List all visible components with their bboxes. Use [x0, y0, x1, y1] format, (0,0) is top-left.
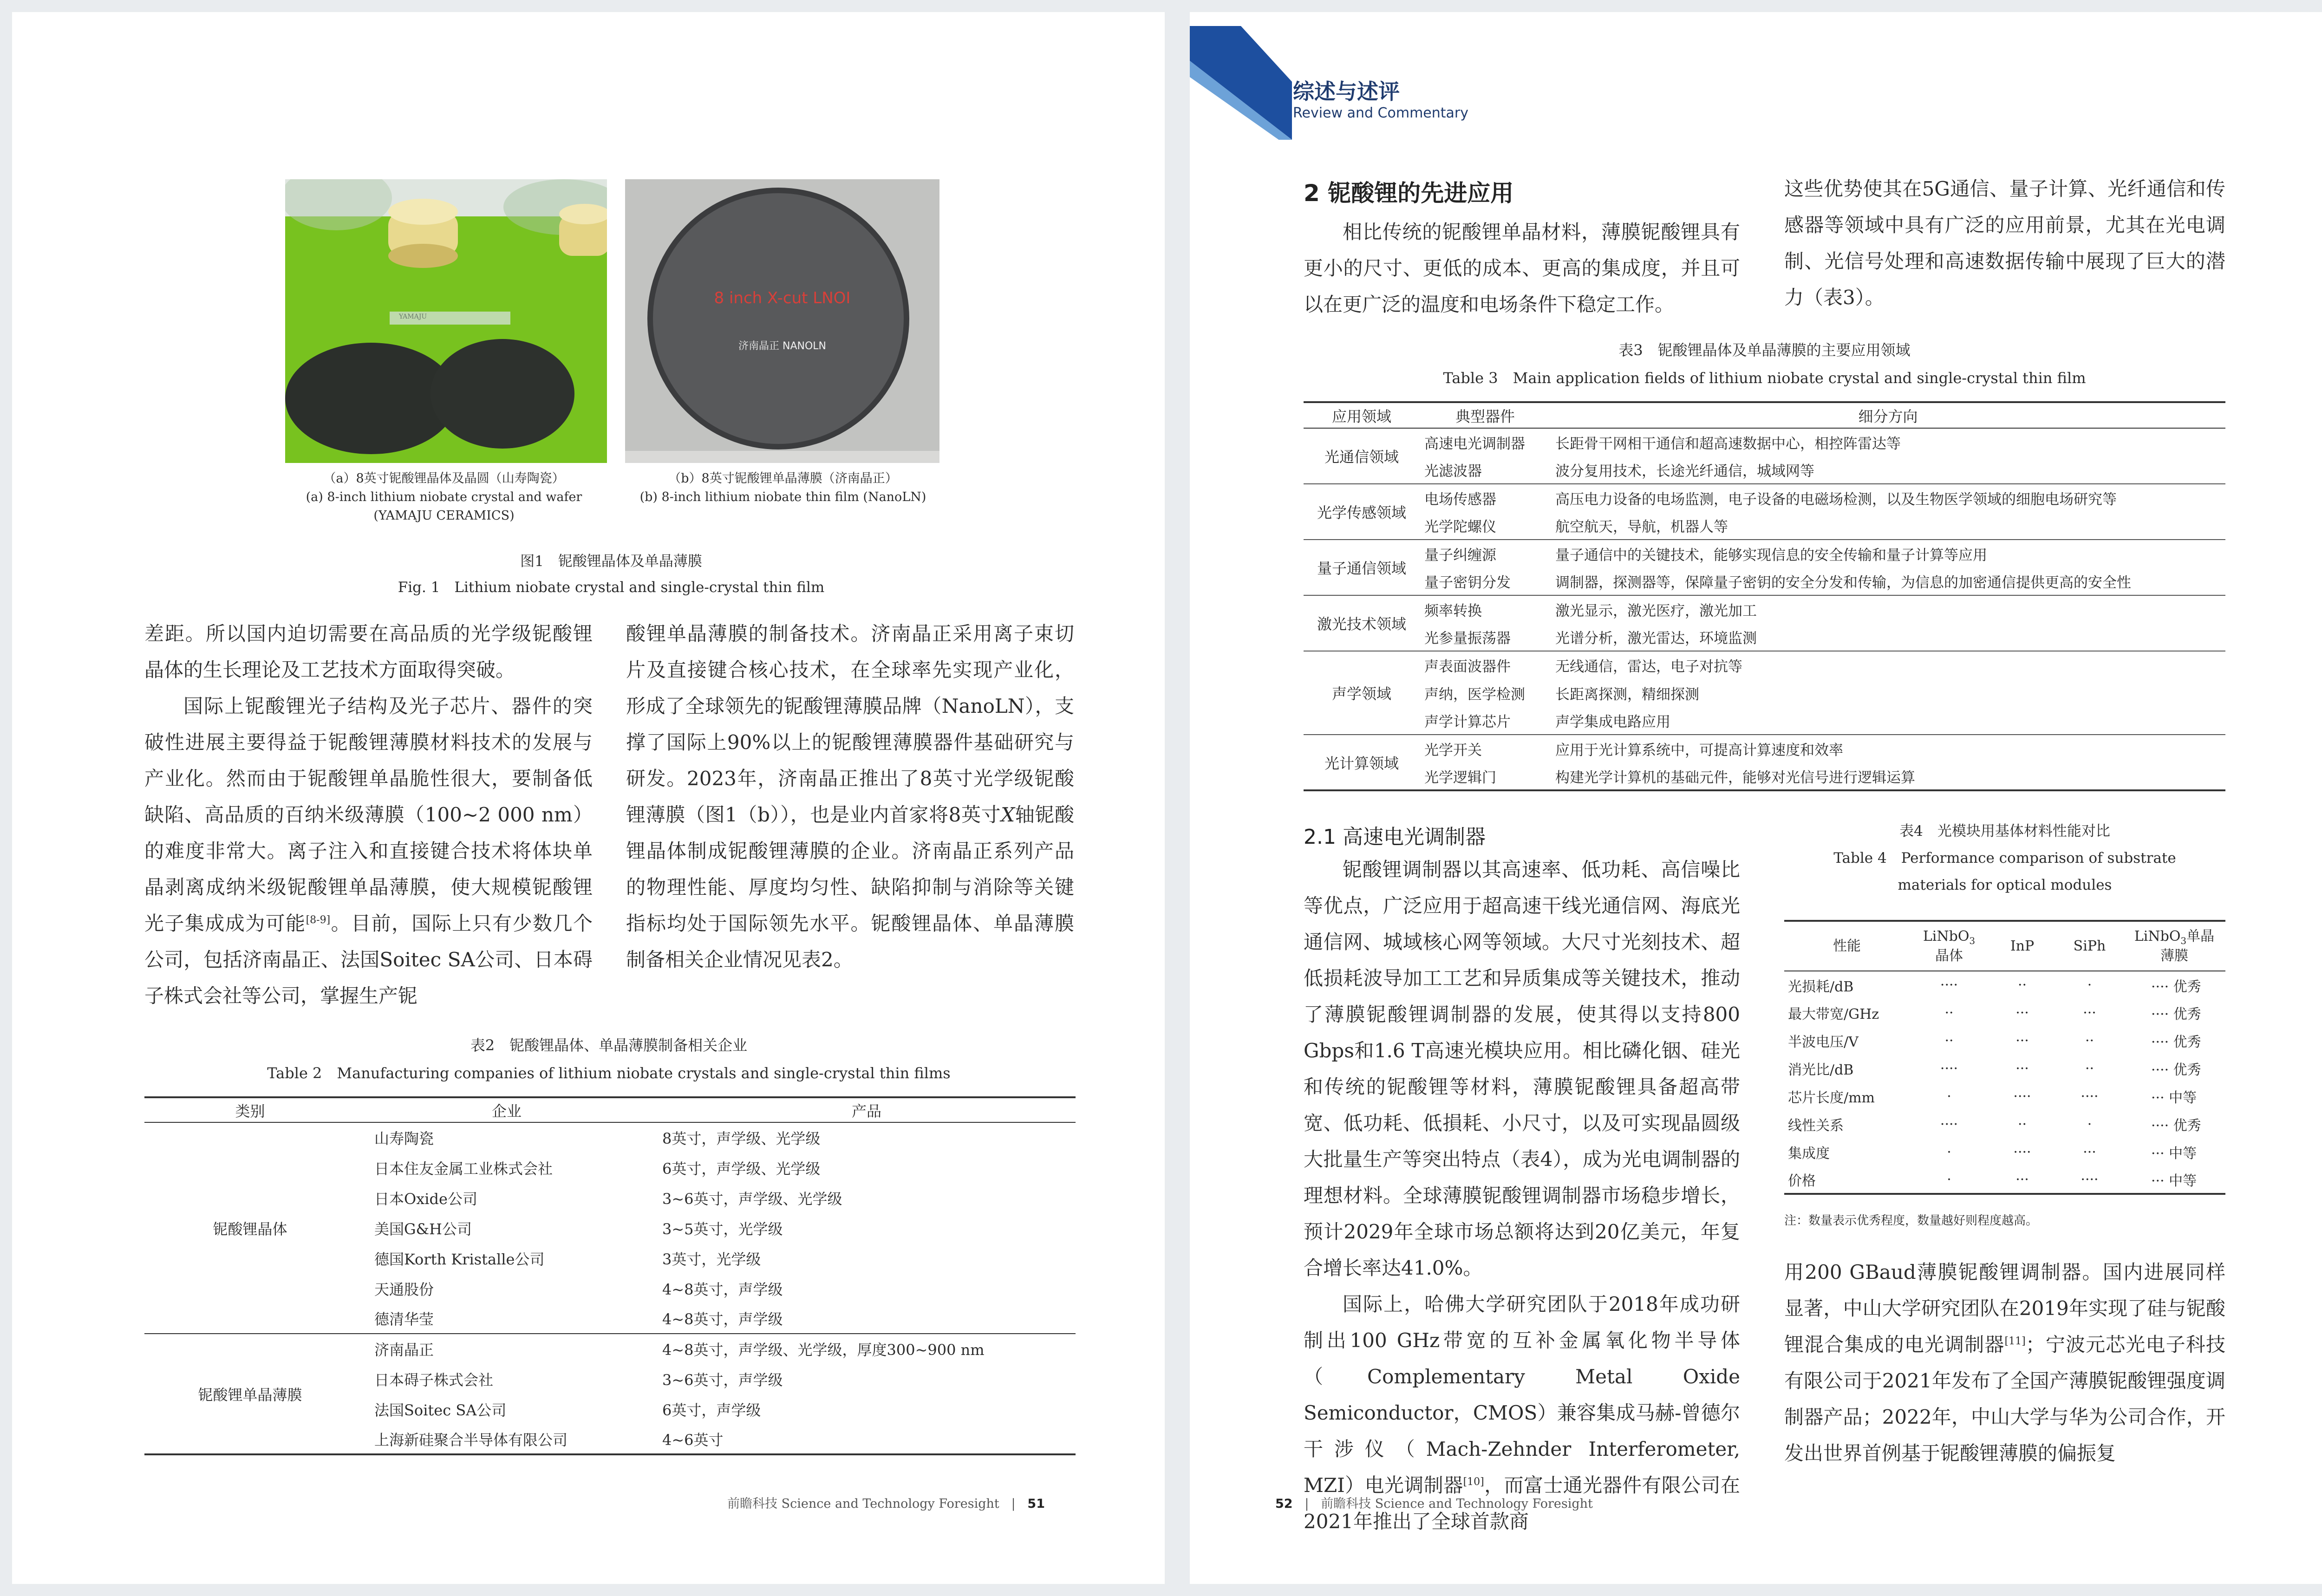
table4-cell: ···· [2013, 1088, 2031, 1105]
table4-cell: ··· [2083, 1004, 2096, 1021]
table3-body [1304, 428, 2225, 790]
table4-cell: 光损耗/dB [1788, 978, 1854, 995]
table-row [1304, 679, 2225, 707]
caption-a-cn: （a）8英寸铌酸锂晶体及晶圆（山寿陶瓷） [323, 471, 565, 486]
table3-field-cell: 声学领域 [1331, 685, 1391, 703]
table2-product-cell: 6英寸，声学级 [662, 1401, 761, 1419]
paragraph: 差距。所以国内迫切需要在高品质的光学级铌酸锂晶体的生长理论及工艺技术方面取得突破。 [144, 622, 593, 681]
yamaju-label: YAMAJU [399, 313, 427, 320]
table-row [1784, 971, 2225, 999]
page-number: 52 [1275, 1497, 1293, 1511]
table2-category-cell: 铌酸锂晶体 [213, 1220, 287, 1238]
table4-cell: ···· 优秀 [2151, 978, 2201, 995]
table4-cell: 线性关系 [1788, 1118, 1844, 1134]
table2-title [144, 1031, 1073, 1087]
table4-cell: ···· [1940, 977, 1958, 993]
text-run: ；宁波元芯光电子科技有限公司于2021年发布了全国产薄膜铌酸锂强度调制器产品；2022年，中山大学与华为公司合作，开发出世界首例基于铌酸锂薄膜的偏振复 [1784, 1333, 2225, 1465]
table4-cell: · [2087, 977, 2092, 993]
left-footer [727, 1493, 1045, 1511]
table4-header: 性能 [1833, 938, 1861, 954]
table3-direction-cell: 长距骨干网相干通信和超高速数据中心，相控阵雷达等 [1555, 436, 1901, 452]
table4-cell: ··· 中等 [2151, 1146, 2197, 1162]
citation: [11] [2004, 1335, 2026, 1347]
table4-cell: ··· [2015, 1171, 2029, 1188]
table4-cell: ···· 优秀 [2151, 1034, 2201, 1050]
table-row [1304, 540, 2225, 567]
section2-heading: 2 铌酸锂的先进应用 [1304, 180, 1514, 207]
right-footer [1275, 1493, 1593, 1511]
table3-direction-cell: 声学集成电路应用 [1555, 714, 1670, 730]
table-row [1304, 735, 2225, 762]
table3-field-cell: 光学传感领域 [1317, 504, 1406, 521]
figure-title-cn: 图1 铌酸锂晶体及单晶薄膜 [520, 553, 702, 570]
table2-company-cell: 济南晶正 [374, 1341, 434, 1359]
table-row [1784, 1027, 2225, 1055]
table-row [1304, 762, 2225, 790]
table4-cell: ···· [1940, 1116, 1958, 1133]
table-row [1304, 623, 2225, 651]
section2-col2 [1784, 171, 2225, 316]
table4-cell: ··· [2015, 1060, 2029, 1077]
table4-cell: · [1947, 1171, 1951, 1188]
table3-device-cell: 高速电光调制器 [1424, 436, 1525, 452]
table2-product-cell: 4~8英寸，声学级 [662, 1310, 783, 1328]
figure-title [272, 548, 950, 600]
caption-b-cn: （b）8英寸铌酸锂单晶薄膜（济南晶正） [668, 471, 898, 486]
left-page [12, 12, 1165, 1584]
table2-company-cell: 美国G&H公司 [374, 1220, 472, 1238]
wafer-overlay-white: 济南晶正 NANOLN [738, 340, 826, 352]
table3 [1304, 401, 2225, 791]
table2-title-en: Table 2 Manufacturing companies of lithium niobate crystals and single-crystal thin films [267, 1064, 951, 1082]
table-row [1784, 1110, 2225, 1138]
table3-device-cell: 量子纠缠源 [1424, 547, 1496, 564]
table-row [144, 1334, 1076, 1364]
table3-direction-cell: 量子通信中的关键技术，能够实现信息的安全传输和量子计算等应用 [1555, 547, 1987, 564]
table-row [1304, 707, 2225, 735]
table3-device-cell: 电场传感器 [1424, 491, 1496, 508]
table-row [1304, 651, 2225, 679]
table3-device-cell: 光学陀螺仪 [1424, 519, 1496, 535]
caption-a-en: (a) 8-inch lithium niobate crystal and wafer [306, 490, 582, 504]
table4-cell: ··· [2083, 1144, 2096, 1160]
table4-header: SiPh [2073, 938, 2106, 954]
table3-device-cell: 光滤波器 [1424, 463, 1482, 480]
table-row [1304, 484, 2225, 512]
table3-field-cell: 量子通信领域 [1317, 560, 1406, 577]
table4-cell: 芯片长度/mm [1788, 1090, 1875, 1106]
figure-photo-crystal-wafer [285, 179, 607, 463]
table2-company-cell: 天通股份 [374, 1280, 434, 1298]
text-run: 。目前，国际上只有少数几个公司，包括济南晶正、法国Soitec SA公司、日本碍子株式会社等公司，掌握生产铌 [144, 912, 593, 1007]
table4-cell: ···· 优秀 [2151, 1118, 2201, 1134]
crystal-wafer-illustration [285, 179, 607, 463]
table4-cell: ···· 优秀 [2151, 1062, 2201, 1078]
table-row [1784, 1082, 2225, 1110]
table4-cell: ··· 中等 [2151, 1090, 2197, 1106]
section21-col1 [1304, 852, 1740, 1540]
caption-a [272, 469, 616, 525]
table4-cell: 消光比/dB [1788, 1062, 1854, 1078]
paragraph [144, 688, 593, 1014]
caption-b [616, 469, 950, 507]
table3-direction-cell: 无线通信，雷达，电子对抗等 [1555, 658, 1742, 675]
table-row [1304, 512, 2225, 540]
section2-col1 [1304, 214, 1740, 323]
table-row [1304, 428, 2225, 456]
table3-device-cell: 声表面波器件 [1424, 658, 1511, 675]
table2-company-cell: 日本Oxide公司 [374, 1190, 477, 1208]
table2-product-cell: 4~8英寸，声学级、光学级，厚度300~900 nm [662, 1341, 985, 1359]
table4-cell: ··· [2015, 1032, 2029, 1049]
table3-direction-cell: 长距离探测，精细探测 [1555, 686, 1699, 703]
table-row [1304, 456, 2225, 484]
table4-title-cn: 表4 光模块用基体材料性能对比 [1899, 823, 2110, 840]
table4-body [1784, 971, 2225, 1194]
table2-body [144, 1122, 1076, 1454]
table2-company-cell: 日本碍子株式会社 [374, 1371, 494, 1389]
table4-cell: ···· 优秀 [2151, 1006, 2201, 1023]
table2-company-cell: 法国Soitec SA公司 [374, 1401, 507, 1419]
footer-divider: | [1003, 1497, 1024, 1511]
wafer-overlay-red: 8 inch X-cut LNOI [714, 289, 851, 307]
table4-cell: 半波电压/V [1788, 1034, 1859, 1050]
table4-cell: ·· [1944, 1032, 1954, 1049]
table3-direction-cell: 应用于光计算系统中，可提高计算速度和效率 [1555, 742, 1843, 759]
table2-header: 类别 [235, 1102, 265, 1120]
table4-cell: ·· [2017, 977, 2027, 993]
footer-divider: | [1297, 1497, 1317, 1511]
text-run: 国际上铌酸锂光子结构及光子芯片、器件的突破性进展主要得益于铌酸锂薄膜材料技术的发展与产业化。然而由于铌酸锂单晶脆性很大，要制备低缺陷、高品质的百纳米级薄膜（100~2 000 nm）的难度非常大。离子注入和直接键合技术将体块单晶剥离成纳米级铌酸锂单晶薄膜，使大规模铌酸锂光子集成成为可能 [144, 695, 593, 935]
table2-product-cell: 3~5英寸，光学级 [662, 1220, 783, 1238]
paragraph: 这些优势使其在5G通信、量子计算、光纤通信和传感器等领域中具有广泛的应用前景，尤其在光电调制、光信号处理和高速数据传输中展现了巨大的潜力（表3）。 [1784, 177, 2225, 309]
table-row [1784, 999, 2225, 1027]
table3-device-cell: 频率转换 [1424, 603, 1482, 619]
citation: [10] [1463, 1476, 1484, 1488]
table-row [1784, 1166, 2225, 1194]
table-row [1304, 567, 2225, 595]
table2-product-cell: 3英寸，光学级 [662, 1250, 761, 1268]
table4-cell: 最大带宽/GHz [1788, 1006, 1879, 1023]
paragraph [1784, 1254, 2225, 1472]
table4-cell: ···· [2081, 1171, 2099, 1188]
table-row [1304, 595, 2225, 623]
table3-device-cell: 光参量振荡器 [1424, 630, 1511, 647]
table-row [144, 1122, 1076, 1153]
header-ribbon-icon [1190, 26, 1301, 140]
table4-cell: 价格 [1788, 1173, 1816, 1189]
table4-note: 注：数量表示优秀程度，数量越好则程度越高。 [1784, 1214, 2038, 1228]
table3-device-cell: 声学计算芯片 [1424, 714, 1511, 730]
table4-header: LiNbO$_3$ 晶体 [1923, 928, 1976, 964]
table2-company-cell: 日本住友金属工业株式会社 [374, 1160, 553, 1178]
table-row [1784, 1138, 2225, 1166]
text-run: 轴铌酸锂晶体制成铌酸锂薄膜的企业。济南晶正系列产品的物理性能、厚度均匀性、缺陷抑制与消除等关键指标均处于国际领先水平。铌酸锂晶体、单晶薄膜制备相关企业情况见表2。 [626, 803, 1074, 971]
table4-cell: ···· [2013, 1144, 2031, 1160]
table2-product-cell: 3~6英寸，声学级 [662, 1371, 783, 1389]
paragraph: 相比传统的铌酸锂单晶材料，薄膜铌酸锂具有更小的尺寸、更低的成本、更高的集成度，并且可以在更广泛的温度和电场条件下稳定工作。 [1304, 221, 1740, 316]
table2-product-cell: 6英寸，声学级、光学级 [662, 1160, 821, 1178]
left-column-1 [144, 616, 593, 1014]
table2-company-cell: 德清华莹 [374, 1310, 434, 1328]
table3-device-cell: 声纳，医学检测 [1424, 686, 1525, 703]
table2-product-cell: 4~8英寸，声学级 [662, 1280, 783, 1298]
table4-cell: ·· [1944, 1004, 1954, 1021]
table4-header: InP [2010, 938, 2035, 954]
table4-cell: ·· [2017, 1116, 2027, 1133]
text-run: 国际上，哈佛大学研究团队于2018年成功研制出100 GHz带宽的互补金属氧化物半导体（Complementary Metal Oxide Semiconductor，CMOS）兼容集成马赫-曾德尔干涉仪（Mach-Zehnder Interferometer, MZI）电光调制器 [1304, 1293, 1740, 1497]
page-number: 51 [1027, 1497, 1045, 1511]
table3-device-cell: 光学开关 [1424, 742, 1482, 759]
table4-cell: ·· [2085, 1032, 2094, 1049]
table2-header: 企业 [491, 1102, 522, 1120]
table3-field-cell: 光计算领域 [1324, 754, 1399, 772]
table2-company-cell: 山寿陶瓷 [374, 1130, 434, 1147]
table4-cell: ··· 中等 [2151, 1173, 2197, 1189]
caption-a-en-2: (YAMAJU CERAMICS) [373, 508, 515, 523]
table4-cell: ···· [1940, 1060, 1958, 1077]
caption-b-en: (b) 8-inch lithium niobate thin film (NanoLN) [639, 490, 926, 504]
table2-header: 产品 [851, 1102, 881, 1120]
table4-cell: ··· [2015, 1004, 2029, 1021]
left-column-2 [626, 616, 1074, 978]
table3-direction-cell: 高压电力设备的电场监测，电子设备的电磁场检测，以及生物医学领域的细胞电场研究等 [1555, 491, 2117, 508]
text-run: ，而富士通光器件有限公司在2021年推出了全球首款商 [1304, 1474, 1740, 1533]
table4-cell: 集成度 [1788, 1146, 1830, 1162]
thin-film-wafer-illustration [625, 179, 939, 463]
table3-header: 细分方向 [1858, 407, 1918, 425]
footer-journal: 前瞻科技 Science and Technology Foresight [1321, 1497, 1593, 1511]
table3-header: 典型器件 [1455, 407, 1515, 425]
table3-direction-cell: 调制器，探测器等，保障量子密钥的安全分发和传输，为信息的加密通信提供更高的安全性 [1555, 574, 2131, 591]
text-run: 用200 GBaud薄膜铌酸锂调制器。国内进展同样显著，中山大学研究团队在2019年实现了硅与铌酸锂混合集成的电光调制器 [1784, 1261, 2225, 1356]
table4-cell: ···· [2081, 1088, 2099, 1105]
table3-title-en: Table 3 Main application fields of lithium niobate crystal and single-crystal thin film [1443, 369, 2086, 387]
figure-title-en: Fig. 1 Lithium niobate crystal and single-crystal thin film [398, 579, 825, 596]
table3-header: 应用领域 [1331, 407, 1391, 425]
table2 [144, 1096, 1076, 1455]
table2-title-cn: 表2 铌酸锂晶体、单晶薄膜制备相关企业 [470, 1036, 748, 1054]
section-header-en: Review and Commentary [1293, 105, 1469, 121]
table2-product-cell: 3~6英寸，声学级、光学级 [662, 1190, 842, 1208]
table2-company-cell: 上海新硅聚合半导体有限公司 [374, 1431, 568, 1449]
text-run: 酸锂单晶薄膜的制备技术。济南晶正采用离子束切片及直接键合核心技术，在全球率先实现产业化，形成了全球领先的铌酸锂薄膜品牌（NanoLN），支撑了国际上90%以上的铌酸锂薄膜器件基础研究与研发。2023年，济南晶正推出了8英寸光学级铌酸锂薄膜（图1（b）），也是业内首家将8英寸 [626, 622, 1074, 826]
table2-product-cell: 8英寸，声学级、光学级 [662, 1130, 821, 1147]
table4 [1784, 920, 2225, 1195]
table2-category-cell: 铌酸锂单晶薄膜 [198, 1386, 302, 1404]
table3-title [1304, 336, 2225, 392]
section-header-cn: 综述与述评 [1293, 79, 1400, 104]
section21-heading: 2.1 高速电光调制器 [1304, 825, 1486, 849]
table4-title-en: Table 4 Performance comparison of substrate materials for optical modules [1833, 850, 2176, 893]
axis-symbol: X [1001, 803, 1015, 826]
table4-header: LiNbO$_3$单晶 薄膜 [2134, 928, 2215, 964]
table4-cell: · [1947, 1088, 1951, 1105]
table3-title-cn: 表3 铌酸锂晶体及单晶薄膜的主要应用领域 [1618, 341, 1911, 359]
table4-title [1784, 818, 2225, 899]
section21-col2 [1784, 1254, 2225, 1472]
table3-field-cell: 光通信领域 [1324, 448, 1399, 466]
table-row [1784, 1055, 2225, 1082]
table3-direction-cell: 激光显示，激光医疗，激光加工 [1555, 603, 1757, 619]
right-page [1190, 12, 2322, 1584]
citation: [8-9] [306, 914, 331, 926]
paragraph [626, 616, 1074, 978]
table3-device-cell: 光学逻辑门 [1424, 769, 1496, 786]
table3-direction-cell: 波分复用技术，长途光纤通信，城域网等 [1555, 463, 1814, 480]
table3-device-cell: 量子密钥分发 [1424, 574, 1511, 591]
table3-direction-cell: 构建光学计算机的基础元件，能够对光信号进行逻辑运算 [1555, 769, 1915, 786]
table2-product-cell: 4~6英寸 [662, 1431, 724, 1449]
table4-cell: ·· [2085, 1060, 2094, 1077]
figure-photo-thin-film [625, 179, 939, 463]
table3-direction-cell: 光谱分析，激光雷达，环境监测 [1555, 630, 1757, 647]
table3-direction-cell: 航空航天，导航，机器人等 [1555, 519, 1728, 535]
paragraph: 铌酸锂调制器以其高速率、低功耗、高信噪比等优点，广泛应用于超高速干线光通信网、海底光通信网、城域核心网等领域。大尺寸光刻技术、超低损耗波导加工工艺和异质集成等关键技术，推动了薄膜铌酸锂调制器的发展，使其得以支持800 Gbps和1.6 T高速光模块应用。相比磷化铟、硅光和传统的铌酸锂等材料，薄膜铌酸锂具备超高带宽、低功耗、低損耗、小尺寸，以及可实现晶圆级大批量生产等突出特点（表4），成为光电调制器的理想材料。全球薄膜铌酸锂调制器市场稳步增长，预计2029年全球市场总额将达到20亿美元，年复合增长率达41.0%。 [1304, 858, 1740, 1279]
table4-cell: · [2087, 1116, 2092, 1133]
table4-cell: · [1947, 1144, 1951, 1160]
footer-journal: 前瞻科技 Science and Technology Foresight [727, 1497, 999, 1511]
table3-field-cell: 激光技术领域 [1317, 615, 1406, 633]
table2-company-cell: 德国Korth Kristalle公司 [374, 1250, 545, 1268]
